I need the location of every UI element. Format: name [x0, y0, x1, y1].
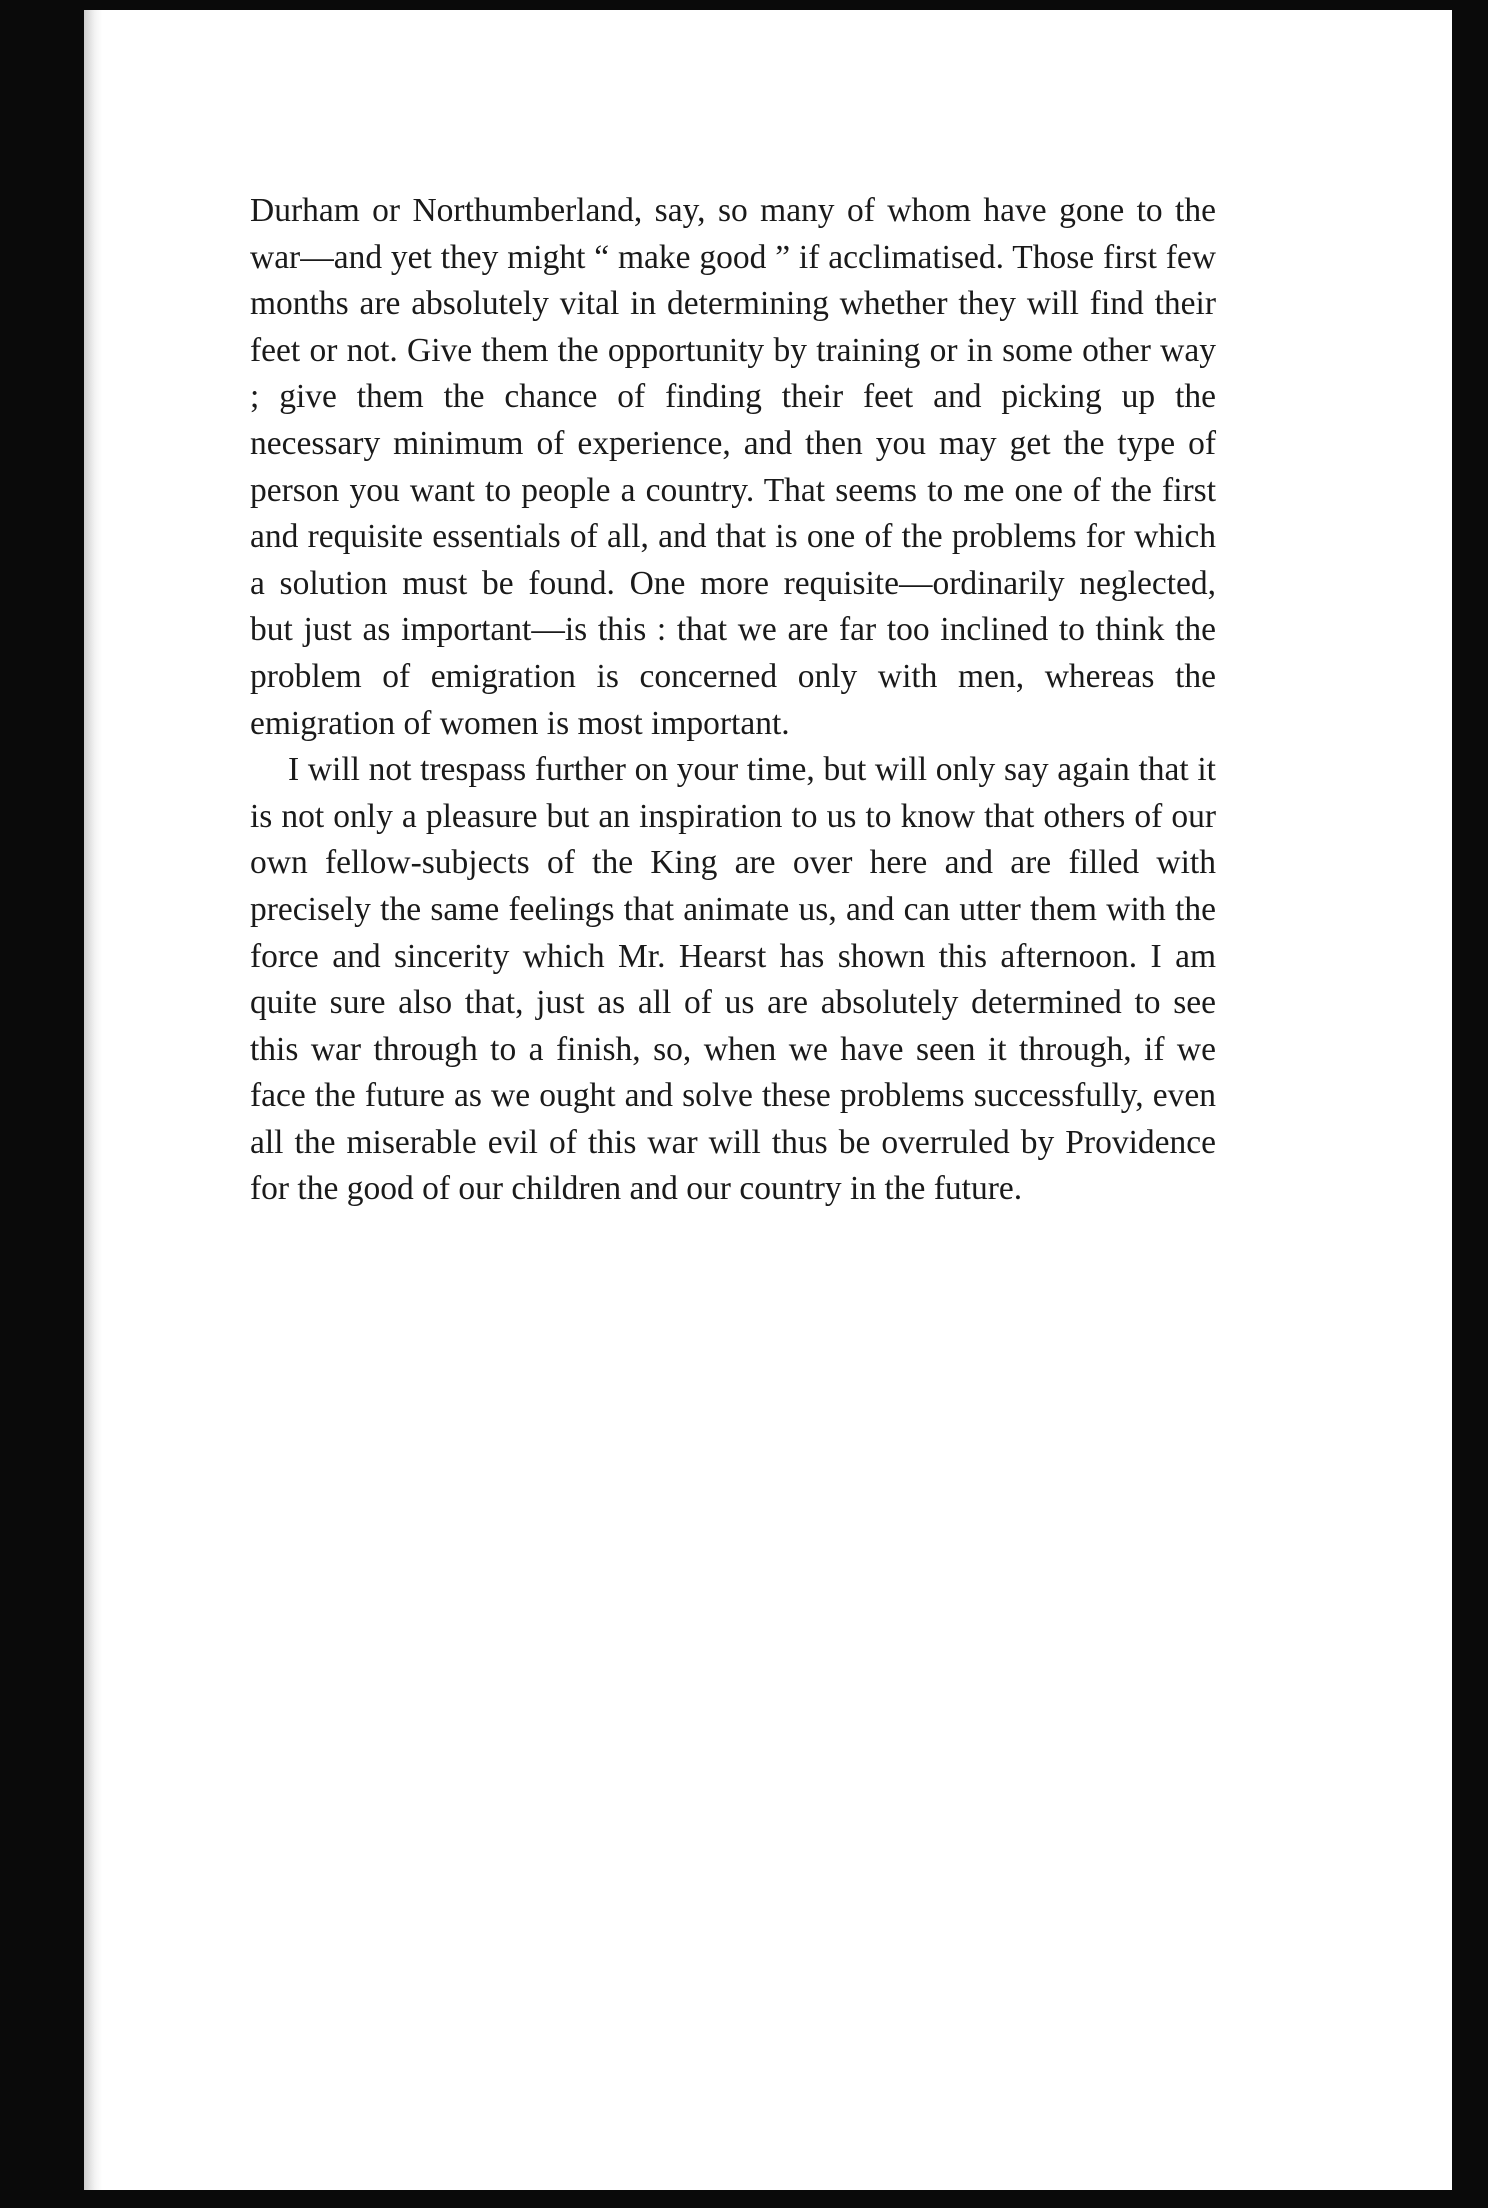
paragraph-2: I will not trespass further on your time, but will only say again that it is not only a pleasure but an inspiration to us to know that others of our own fellow-subjects of the King are over here and are filled with precisely the same feelings that animate us, and can utter them with the force and sincerity which Mr. Hearst has shown this afternoon. I am quite sure also that, just as all of us are absolutely determined to see this war through to a finish, so, when we have seen it through, if we face the future as we ought and solve these problems successfully, even all the miserable evil of this war will thus be overruled by Providence for the good of our children and our country in the future.	[250, 751, 1216, 1208]
paragraph-1: Durham or Northumberland, say, so many of whom have gone to the war—and yet they might “ make good ” if acclimatised. Those first few months are absolutely vital in determining whether they will find their feet or not. Give them the opportunity by training or in some other way ; give them the chance of finding their feet and picking up the necessary minimum of experience, and then you may get the type of person you want to people a country. That seems to me one of the first and requisite essentials of all, and that is one of the problems for which a solution must be found. One more requisite—ordinarily neglected, but just as important—is this : that we are far too inclined to think the problem of emigration is concerned only with men, whereas the emigration of women is most important.	[250, 192, 1216, 742]
scan-right-border	[1452, 0, 1488, 2208]
body-text	[250, 188, 1216, 1213]
page-gutter	[84, 10, 102, 2190]
